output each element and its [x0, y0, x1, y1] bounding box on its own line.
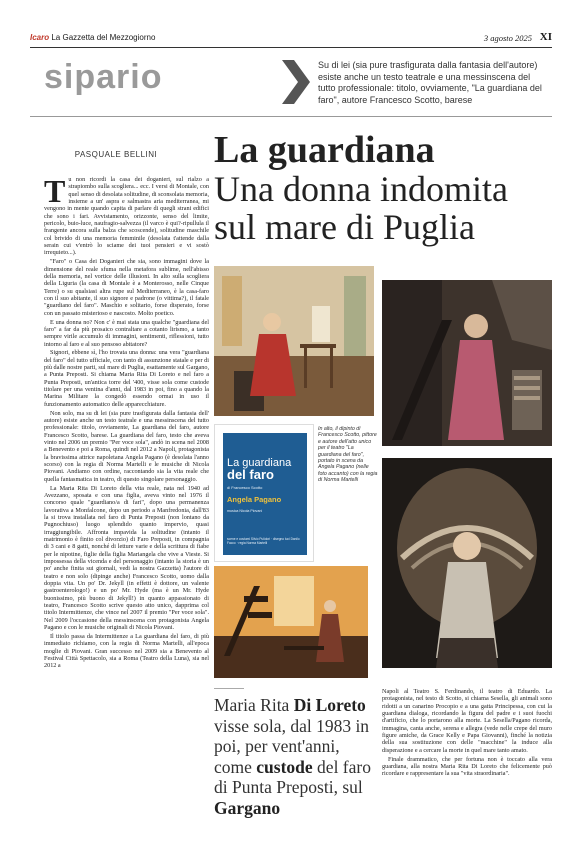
section-kicker: sipario	[44, 58, 163, 96]
book-cover	[214, 424, 314, 562]
book-music: musica Nicola Piovani	[227, 509, 263, 513]
article-deck: Su di lei (sia pure trasfigurata dalla fantasia dell'autore) esiste anche un testo teatrale e una messinscena del tutto professionale: titolo, ovviamente, "La guardiana del faro", autore Francesco Scotto, barese	[318, 60, 542, 105]
painting-photo	[214, 266, 374, 416]
book-title: La guardiana del faro	[227, 457, 292, 482]
stage-photo-lighthouse-room	[214, 566, 368, 678]
book-credits: scene e costumi Silvio Pulidori · disegno luci Danilo Facco · regia Norma Martelli	[227, 537, 300, 545]
stage-photo-stairs	[382, 280, 552, 446]
masthead: Icaro La Gazzetta del Mezzogiorno	[30, 33, 156, 42]
paragraph: E una donna no? Non c' è mai stata una qualche "guardiana del faro" a far da più prosaico contraltare a cotanto lirismo, a tanto sempre virile accumulo di immagini, sentimenti, riflessioni, tutto intorno al faro e al suo pensoso abitatore?	[44, 318, 209, 348]
divider	[214, 688, 244, 689]
article-body-left	[44, 173, 209, 671]
chevron-right-icon	[282, 60, 310, 104]
issue-date: 3 agosto 2025	[483, 33, 532, 43]
page-header	[30, 32, 552, 48]
paragraph: Non solo, ma su di lei (sia pure trasfigurata dalla fantasia dell' autore) esiste anche un testo teatrale e una messinscena del tutto professionale: titolo, ovviamente, La guardiana del faro, autore Francesco Scotto, barese. La guardiana del faro, testo che aveva vinto nel 2006 un premio "Per voce sola", andò in scena nel 2008 a Benevento e poi a Roma, quindi nel 2012 a Napoli, protagonista la bravissima attrice napoletana Angela Pagano (è desolata l'anno scorso) con la regia di Norma Martelli e le musiche di Nicola Piovani. Andiamo con ordine, raccontando sia la vita reale che quella fantasmatica in teatro, di questo singolare personaggio.	[44, 409, 209, 483]
paragraph: "Faro" o Casa dei Doganieri che sia, sono immagini dove la dimensione del reale sfuma nella metafora sublime, nell'abisso della memoria, nel vortice delle illusioni. In alto sulla scogliera della Liguria (la casa di Montale è a Monterosso, nelle Cinque Terre) o su qualsiasi altra rupe sul Mediterraneo, è la casa-faro con il suo abitante, il suo signore e padrone (o vittima?), il fatale "guardiano del faro". Maschio e solitario, forse disperato, forse con un passato misterioso e nascosto. Molto poetico.	[44, 258, 209, 317]
headline-block	[214, 130, 554, 246]
headline: La guardiana	[214, 129, 435, 171]
page-number: XI	[539, 31, 552, 43]
paragraph: Napoli al Teatro S. Ferdinando, il teatro di Eduardo. La protagonista, nel testo di Scotto, si chiama Sesella, gli animali sono ridotti a un canarino Procopio e a una gatta Principessa, con cui la guardiana dialoga, ricordando la figura del padre e i suoi fuochi d'artificio, che lo portarono alla morte. La Sesella/Pagano ricorda, immagina, canta anche, serena e allegra (vede nelle crepe del muro figure amiche, da Grace Kelly e Papa Giovanni), finché la notizia della sua sostituzione con delle "macchine" la induce alla disperazione e a cercare la morte in quel mare tanto amato.	[382, 688, 552, 754]
book-actress: Angela Pagano	[227, 495, 282, 504]
book-author: di Francesco Scotto	[227, 485, 263, 490]
subheadline: Una donna indomita sul mare di Puglia	[214, 169, 508, 247]
stage-photo-actress	[382, 458, 552, 668]
drop-cap: T	[44, 173, 66, 209]
paragraph: Il titolo passa da Intermittenze a La guardiana del faro, di più immediato richiamo, con la regia di Norma Martelli, all'epoca moglie di Piovani. Gran successo nel 2009 sia a Benevento al Festival Città Spettacolo, sia a Roma (Teatro della Luna), sia nel 2012 a	[44, 632, 209, 670]
article-body-right	[382, 688, 552, 779]
paragraph: Tu non ricordi la casa dei doganieri, sul rialzo a strapiombo sulla scogliera... ecc. I versi di Montale, con quel senso di desolata solitudine, di sconsolata memoria, insieme a un' aspra e salmastra aria mediterranea, mi vengono in mente quando capita di parlare di quegli strani edifici che sono i fari. Avvistamento, orizzonte, senso del limite, pericolo, buio-luce, naufragio-salvezza (il varco è qui?-ripullula il frangente ancora sulla balza che scoscende), solitudine maschile col brivido di una memoria femminile (desolata t'attende dalla serain cui v'entrò lo sciame dei tuoi pensieri e vi sostò irrequieto...).	[44, 173, 209, 257]
paragraph: Signori, ebbene sì, l'ho trovata una donna: una vera "guardiana del faro" del tutto ufficiale, con tanto di assunzione statale e per di più dalle nostre parti, sul mare di Puglia, esattamente sul Gargano, a Punta Preposti. Si chiama Maria Rita Di Loreto e nel faro a Punta Preposti, un'antica torre del '400, visse sola come custode titolare per una ventina d'anni, dal 1983 in poi, fino a quando la Marina Militare la congedò essendo ormai in uso il funzionamento automatico delle apparecchiature.	[44, 349, 209, 408]
paragraph: Finale drammatico, che per fortuna non è toccato alla vera guardiana, alla nostra Maria Rita Di Loreto che felicemente può ricordare e rappresentare la sua "vita straordinaria".	[382, 755, 552, 778]
photo-caption: In alto, il dipinto di Francesco Scotto, pittore e autore dell'atto unico per il teatro "La guardiana del faro", portato in scena da Angela Pagano (nelle foto accanto) con la regia di Norma Martelli	[318, 426, 378, 484]
paragraph: La Maria Rita Di Loreto della vita reale, nata nel 1940 ad Avezzano, sposata e con una figlia, aveva vinto nel 1976 il concorso quale "guardiano/a di fari", dopo una permanenza lavorativa a Monfalcone, dopo un periodo a Manfredonia, dall'83 la si trova installata nel faro di Punta Preposti (non lontano da Pugnochiuso) luogo splendido quanto impervio, quasi irraggiungibile. Affronta impavida la solitudine (intanto il matrimonio è finito col divorzio) di Faro Preposti, in compagnia di 3 cani e 8 gatti, nonché di letture varie e della scrittura di fiabe per le nipotine, figlie della figlia Mariangela che vive a Vieste. Si impossessa della vicenda e del personaggio (intanto la storia è un po' anche finita sui giornali, vedi la nostra Gazzetta) l'autore di teatro e non solo (dipinge anche) Francesco Scotto, uomo dalla doppia vita. Un po' Dr. Jekyll (in effetti è dottore, un valente gastroenterologo!) e un po' Mr. Hyde (ma è un Mr. Hyde buonissimo, più buono di Jekyll!) in quanto appassionato di teatro, Francesco Scotto scrive questo atto unico, dapprima col titolo Intermittenze, che vince nel 2007 il premio "Per voce sola". Nel 2009 l'occasione della messinscena con protagonista Angela Pagano e con le musiche originali di Nicola Piovani.	[44, 484, 209, 632]
pull-quote: Maria Rita Di Loreto visse sola, dal 1983 in poi, per vent'anni, come custode del faro di Punta Preposti, sul Gargano	[214, 688, 372, 818]
divider	[30, 116, 552, 117]
byline: PASQUALE BELLINI	[74, 150, 158, 159]
